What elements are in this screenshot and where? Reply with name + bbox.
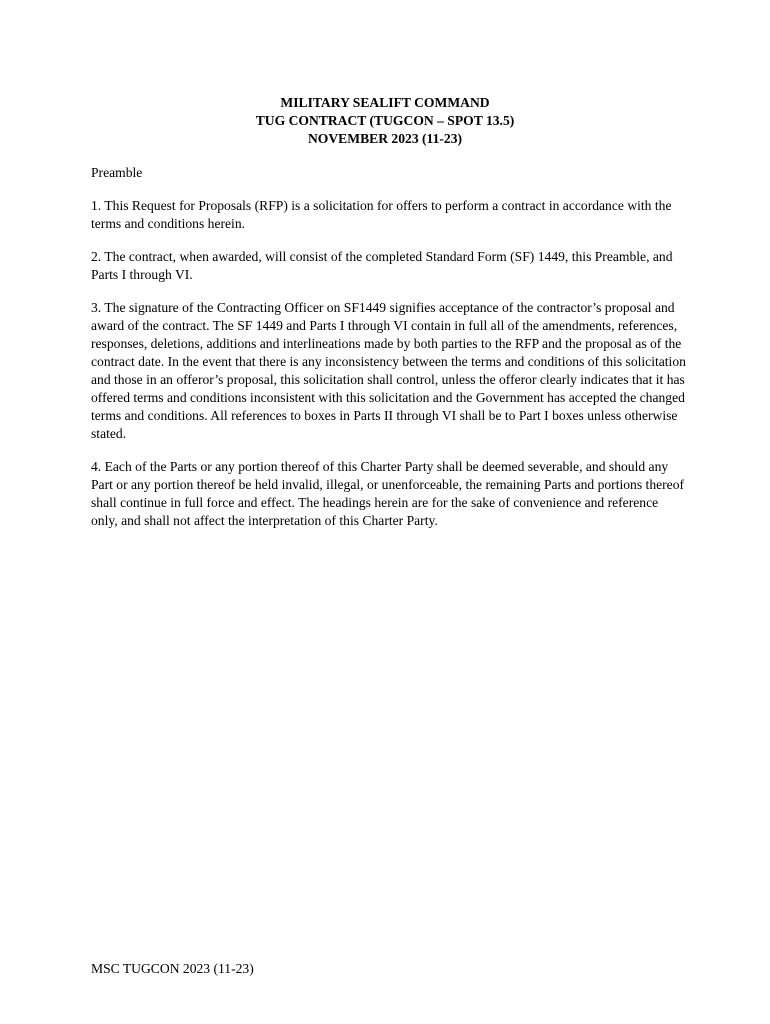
document-body xyxy=(91,164,687,545)
header-line-date: NOVEMBER 2023 (11-23) xyxy=(307,131,463,146)
header-line-organization: MILITARY SEALIFT COMMAND xyxy=(280,95,490,110)
paragraph-3: 3. The signature of the Contracting Officer on SF1449 signifies acceptance of the contractor’s proposal and award of the contract. The SF 1449 and Parts I through VI contain in full all of the amendments, references, responses, deletions, additions and interlineations made by both parties to the RFP and the proposal as of the contract date. In the event that there is any inconsistency between the terms and conditions of this solicitation and those in an offeror’s proposal, this solicitation shall control, unless the offeror clearly indicates that it has offered terms and conditions inconsistent with this solicitation and the Government has accepted the changed terms and conditions. All references to boxes in Parts II through VI shall be to Part I boxes unless otherwise stated. xyxy=(91,300,686,441)
document-header xyxy=(0,94,770,148)
paragraph-2: 2. The contract, when awarded, will consist of the completed Standard Form (SF) 1449, this Preamble, and Parts I through VI. xyxy=(91,249,673,282)
section-title-preamble: Preamble xyxy=(91,165,143,180)
paragraph-1: 1. This Request for Proposals (RFP) is a solicitation for offers to perform a contract in accordance with the terms and conditions herein. xyxy=(91,198,672,231)
page-footer: MSC TUGCON 2023 (11-23) xyxy=(91,961,254,976)
header-line-contract-title: TUG CONTRACT (TUGCON – SPOT 13.5) xyxy=(255,113,515,128)
paragraph-4: 4. Each of the Parts or any portion thereof of this Charter Party shall be deemed severable, and should any Part or any portion thereof be held invalid, illegal, or unenforceable, the remaining Parts and portions thereof shall continue in full force and effect. The headings herein are for the sake of convenience and reference only, and shall not affect the interpretation of this Charter Party. xyxy=(91,459,685,528)
